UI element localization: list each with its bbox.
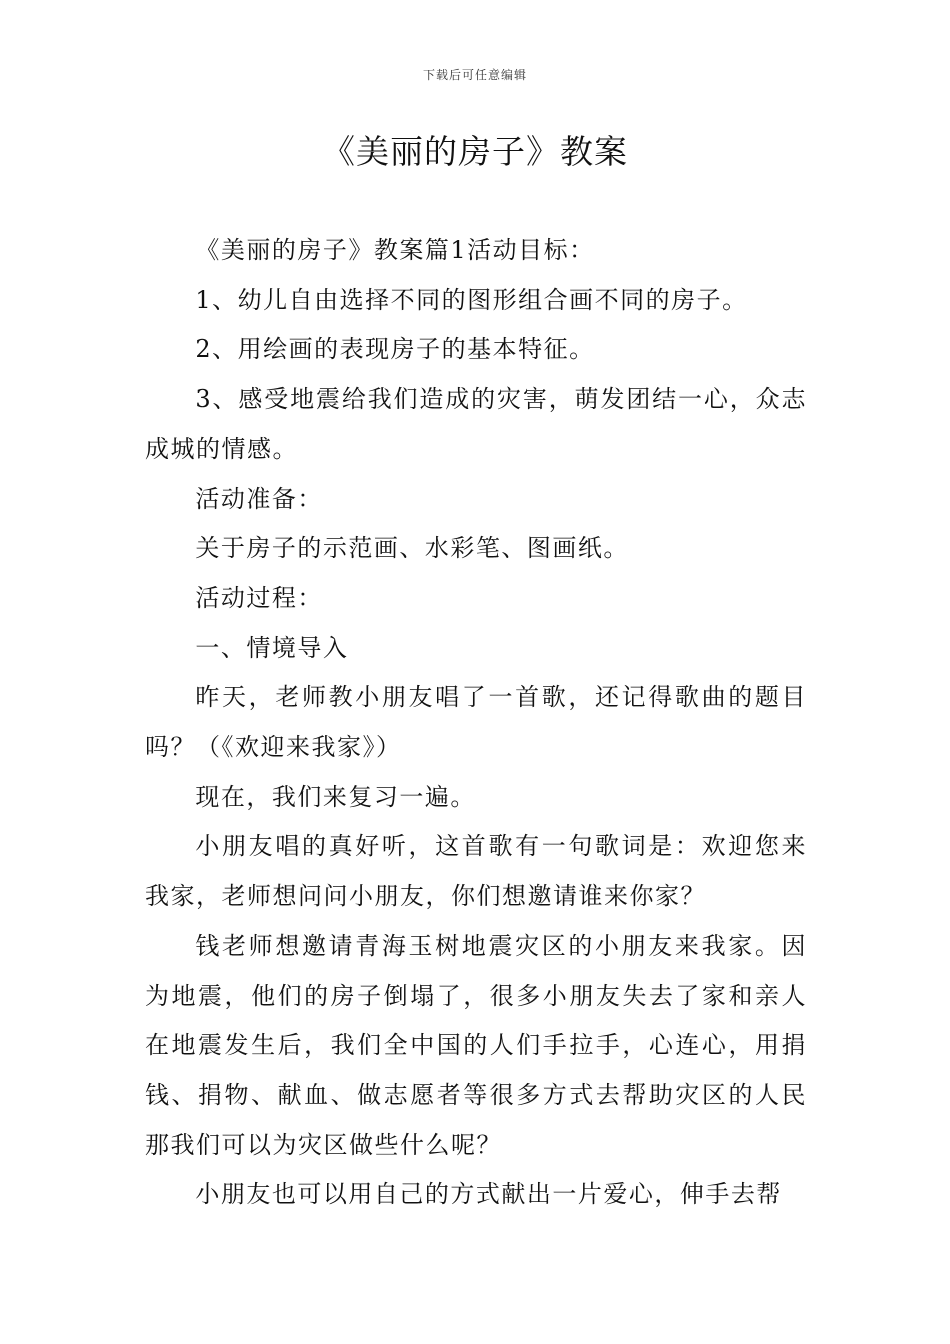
paragraph: 2、用绘画的表现房子的基本特征。	[195, 335, 595, 364]
header-note: 下载后可任意编辑	[422, 68, 527, 82]
paragraph: 活动准备：	[195, 484, 323, 513]
paragraph: 一、情境导入	[195, 633, 349, 662]
paragraph: 1、幼儿自由选择不同的图形组合画不同的房子。	[195, 285, 748, 314]
document-body	[145, 226, 807, 1220]
paragraph: 《美丽的房子》教案篇1活动目标：	[195, 236, 595, 264]
paragraph: 活动过程：	[195, 583, 323, 612]
paragraph: 小朋友也可以用自己的方式献出一片爱心，伸手去帮	[195, 1180, 782, 1209]
paragraph: 小朋友唱的真好听，这首歌有一句歌词是：欢迎您来我家，老师想问问小朋友，你们想邀请谁来你家？	[145, 832, 807, 911]
paragraph: 3、感受地震给我们造成的灾害，萌发团结一心，众志成城的情感。	[145, 385, 807, 463]
paragraph: 昨天，老师教小朋友唱了一首歌，还记得歌曲的题目吗？（《欢迎来我家》）	[145, 683, 807, 762]
paragraph: 关于房子的示范画、水彩笔、图画纸。	[195, 534, 629, 563]
paragraph: 钱老师想邀请青海玉树地震灾区的小朋友来我家。因为地震，他们的房子倒塌了，很多小朋友失去了家和亲人在地震发生后，我们全中国的人们手拉手，心连心，用捐钱、捐物、献血、做志愿者等很多方式去帮助灾区的人民那我们可以为灾区做些什么呢？	[145, 931, 807, 1159]
paragraph: 现在，我们来复习一遍。	[195, 782, 476, 811]
document-title: 《美丽的房子》教案	[322, 132, 628, 171]
